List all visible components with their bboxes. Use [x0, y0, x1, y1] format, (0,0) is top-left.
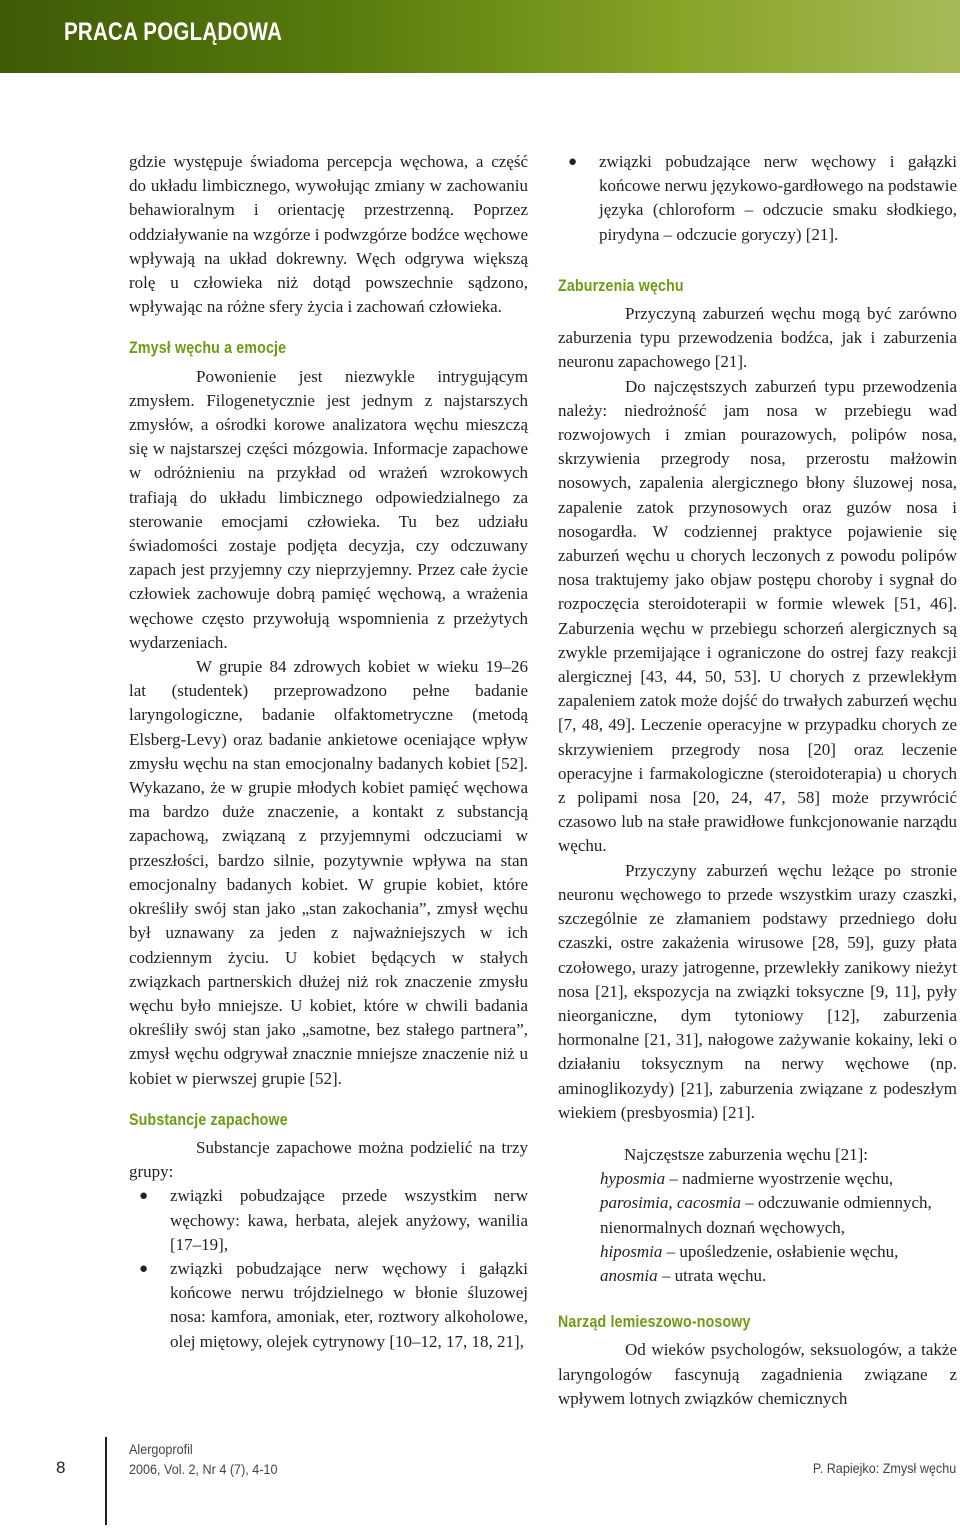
- definition-desc: – odczuwanie odmiennych, nienormalnych doznań węchowych,: [600, 1193, 932, 1237]
- definition-row: [600, 1240, 957, 1264]
- odorant-list-continued: [558, 150, 957, 247]
- intro-paragraph: gdzie występuje świadoma percepcja węchowa, a część do układu limbicznego, wywołując zmiany w zachowaniu behawioralnym i orientację przestrzenną. Poprzez oddziaływanie na wzgórze i podwzgórze bodźce węchowe wpływają na układ dokrewny. Węch odgrywa większą rolę u człowieka niż dotąd powszechnie sądzono, wpływając na różne sfery życia i zachowań człowieka.: [129, 152, 528, 317]
- running-author-title: P. Rapiejko: Zmysł węchu: [812, 1460, 956, 1476]
- bullet-icon: ●: [139, 1260, 149, 1277]
- paragraph: Przyczyny zaburzeń węchu leżące po stronie neuronu węchowego to przede wszystkim urazy czaszki, szczególnie ze złamaniem podstawy przedniego dołu czaszki, ostre zakażenia wirusowe [28, 59], guzy płata czołowego, urazy jatrogenne, przewlekły zanikowy nieżyt nosa [21], ekspozycja na związki toksyczne [9, 11], pyły nieorganiczne, dym tytoniowy [12], zaburzenia hormonalne [21, 31], nałogowe zażywanie kokainy, leki o działaniu toksycznym na nerwy węchowe (np. aminoglikozydy) [21], zaburzenia związane z podeszłym wiekiem (presbyosmia) [21].: [558, 860, 957, 1122]
- list-item-text: związki pobudzające nerw węchowy i gałązki końcowe nerwu trójdzielnego w błonie śluzowej nosa: kamfora, amoniak, eter, roztwory alkoholowe, olej miętowy, olejek cytrynowy [10–12, 17, 18, 21],: [170, 1258, 528, 1351]
- section-heading-disorders: Zaburzenia węchu: [558, 276, 684, 295]
- paragraph: Do najczęstszych zaburzeń typu przewodzenia należy: niedrożność jam nosa w przebiegu wad rozwojowych i zmian pourazowych, polipów nosa, skrzywienia przegrody nosa, przerostu małżowin nosowych, zapalenia alergicznego błony śluzowej nosa, zapalenie zatok przynosowych oraz guzów nosa i nosogardła. W codziennej praktyce pojawienie się zaburzeń węchu u chorych leczonych z powodu polipów nosa traktujemy jako objaw postępu choroby i sygnał do rozpoczęcia steroidoterapii w formie wlewek [51, 46]. Zaburzenia węchu w przebiegu schorzeń alergicznych są zwykle przemijające i ograniczone do ostrej fazy reakcji alergicznej [43, 44, 50, 53]. U chorych z przewlekłym zapaleniem zatok może dojść do trwałych zaburzeń węchu [7, 48, 49]. Leczenie operacyjne w przypadku chorych ze skrzywieniem przegrody nosa [20] oraz leczenie operacyjne i farmakologiczne (steroidoterapia) u chorych z polipami nosa [20, 24, 47, 58] może przywrócić czasowo lub na stałe prawidłowe funkcjonowanie narządu węchu.: [558, 376, 957, 856]
- bullet-icon: ●: [568, 154, 578, 170]
- section-heading-emotions: Zmysł węchu a emocje: [129, 339, 287, 358]
- list-item-text: związki pobudzające nerw węchowy i gałązki końcowe nerwu językowo-gardłowego na podstawie języka (chloroform – odczucie smaku słodkiego, pirydyna – odczucie goryczy) [21].: [599, 152, 957, 244]
- page-number: 8: [56, 1458, 66, 1477]
- definition-term: anosmia: [600, 1265, 658, 1285]
- disorder-definitions: [558, 1143, 957, 1288]
- list-item-text: związki pobudzające przede wszystkim nerw węchowy: kawa, herbata, alejek anyżowy, wanilia [17–19],: [170, 1186, 528, 1254]
- left-column: [129, 150, 528, 1354]
- odorant-list: [129, 1184, 528, 1353]
- journal-issue: 2006, Vol. 2, Nr 4 (7), 4-10: [129, 1461, 278, 1477]
- paragraph: Przyczyną zaburzeń węchu mogą być zarówno zaburzenia typu przewodzenia bodźca, jak i zaburzenia neuronu zapachowego [21].: [558, 304, 957, 372]
- definition-row: [600, 1167, 957, 1191]
- list-item: [558, 150, 957, 247]
- paragraph: Od wieków psychologów, seksuologów, a także laryngologów fascynują zagadnienia związane z wpływem lotnych związków chemicznych: [558, 1340, 957, 1408]
- definition-desc: – nadmierne wyostrzenie węchu,: [665, 1169, 894, 1189]
- paragraph: Substancje zapachowe można podzielić na trzy grupy:: [129, 1137, 528, 1182]
- definition-row: [600, 1264, 957, 1288]
- bullet-icon: ●: [139, 1188, 149, 1205]
- header-band: [0, 0, 960, 73]
- definition-term: hiposmia: [600, 1241, 663, 1261]
- footer-divider: [105, 1437, 107, 1525]
- list-item: [129, 1184, 528, 1257]
- definition-row: [600, 1191, 957, 1239]
- definition-term: hyposmia: [600, 1169, 666, 1189]
- definition-desc: – utrata węchu.: [657, 1265, 767, 1285]
- section-heading-odorants: Substancje zapachowe: [129, 1110, 288, 1129]
- list-item: [129, 1257, 528, 1354]
- right-column: [558, 150, 957, 1411]
- journal-name: Alergoprofil: [129, 1441, 193, 1457]
- section-heading-vomeronasal: Narząd lemieszowo-nosowy: [558, 1313, 751, 1332]
- journal-info: [129, 1439, 277, 1479]
- definition-desc: – upośledzenie, osłabienie węchu,: [662, 1241, 899, 1261]
- definition-term: parosimia, cacosmia: [600, 1193, 742, 1213]
- paragraph: W grupie 84 zdrowych kobiet w wieku 19–26 lat (studentek) przeprowadzono pełne badanie laryngologiczne, badanie olfaktometryczne (metodą Elsberg-Levy) oraz badanie ankietowe oceniające wpływ zmysłu węchu na stan emocjonalny badanych kobiet [52]. Wykazano, że w grupie młodych kobiet pamięć węchowa ma bardzo duże znaczenie, a kontakt z substancją zapachową, związaną z przyjemnymi odczuciami w przeszłości, bardzo silnie, pozytywnie wpływa na stan emocjonalny badanych kobiet. W grupie kobiet, które określiły swój stan jako „stan zakochania”, zmysł węchu był uznawany za jeden z najważniejszych w ich codziennym życiu. U kobiet będących w stałych związkach partnerskich dłużej niż rok znaczenie zmysłu węchu było mniejsze. U kobiet, które w chwili badania określiły swój stan jako „samotne, bez stałego partnera”, zmysł węchu odgrywał znacznie mniejsze znaczenie niż u kobiet w pierwszej grupie [52].: [129, 657, 528, 1088]
- paragraph: Powonienie jest niezwykle intrygującym zmysłem. Filogenetycznie jest jednym z najstarszych zmysłów, a ośrodki korowe analizatora węchu mieszczą się w najstarszej części mózgowia. Informacje zapachowe w odróżnieniu na przykład od wrażeń wzrokowych trafiają do układu limbicznego odpowiedzialnego za sterowanie emocjami człowieka. Tu bez udziału świadomości zostaje podjęta decyzja, czy odczuwany zapach jest przyjemny czy nieprzyjemny. Przez całe życie człowiek zachowuje dobrą pamięć węchową, a wrażenia węchowe często przywołują wspomnienia z przeżytych wydarzeniach.: [129, 366, 528, 652]
- section-type-title: PRACA POGLĄDOWA: [64, 18, 283, 46]
- definitions-lead: Najczęstsze zaburzenia węchu [21]:: [624, 1144, 869, 1164]
